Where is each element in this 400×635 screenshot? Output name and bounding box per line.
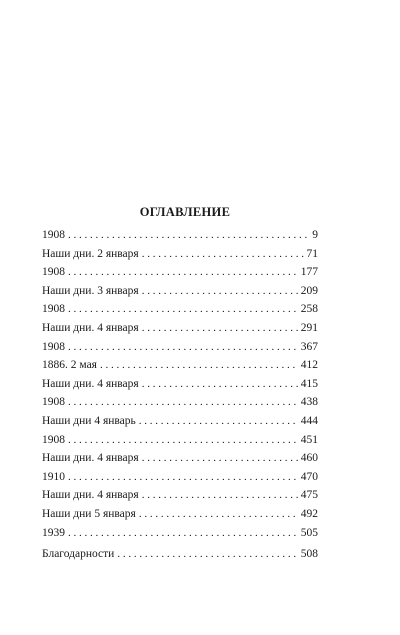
toc-entry [42,486,318,505]
toc-entry-label: 1886. 2 мая [42,359,97,372]
dot-leader [142,449,298,468]
toc-entry [42,412,318,431]
toc-entry-page: 438 [300,396,318,409]
dot-leader [68,263,298,282]
toc-entry-page: 460 [300,452,318,465]
toc-entry [42,375,318,394]
toc-entry-page: 177 [300,266,318,279]
toc-entry-label: Наши дни. 4 января [42,452,139,465]
toc-entry-page: 367 [300,340,318,353]
toc-entry-label: 1908 [42,340,65,353]
toc-entry-label: Наши дни. 2 января [42,247,139,260]
toc-entry [42,431,318,450]
toc-entry-label: Наши дни. 4 января [42,489,139,502]
toc-entry-label: 1908 [42,266,65,279]
dot-leader [68,431,298,450]
toc-entry-page: 209 [300,284,318,297]
toc-entry [42,226,318,245]
toc-entry-label: Наши дни. 4 января [42,321,139,334]
toc-entry-page: 475 [300,489,318,502]
toc-entry-label: Наши дни. 3 января [42,284,139,297]
dot-leader [142,319,298,338]
toc-entry [42,300,318,319]
toc-entry [42,263,318,282]
toc-list [42,226,318,564]
dot-leader [142,375,298,394]
toc-title: ОГЛАВЛЕНИЕ [139,205,231,219]
toc-entry-label: Благодарности [42,548,115,561]
dot-leader [68,300,298,319]
dot-leader [68,338,298,357]
dot-leader [142,245,304,264]
toc-entry-page: 505 [300,526,318,539]
toc-entry [42,449,318,468]
toc-entry-page: 71 [306,247,318,260]
toc-entry-page: 258 [300,303,318,316]
toc-entry-page: 415 [300,377,318,390]
toc-entry-label: 1939 [42,526,65,539]
dot-leader [68,468,298,487]
toc-entry-label: Наши дни 4 январь [42,414,136,427]
dot-leader [139,505,298,524]
dot-leader [139,412,298,431]
toc-entry [42,393,318,412]
dot-leader [142,282,298,301]
toc-entry [42,338,318,357]
toc-entry-page: 444 [300,414,318,427]
toc-entry [42,545,318,564]
toc-entry-label: 1908 [42,229,65,241]
toc-entry-page: 9 [312,229,318,241]
dot-leader [142,486,298,505]
dot-leader [100,356,298,375]
toc-entry-label: 1908 [42,396,65,409]
toc-entry-page: 470 [300,470,318,483]
dot-leader [117,545,297,564]
dot-leader [68,226,309,245]
toc-entry-page: 291 [300,321,318,334]
toc-entry [42,245,318,264]
toc-entry-page: 508 [300,548,318,561]
table-of-contents [42,204,318,564]
toc-entry-label: 1910 [42,470,65,483]
toc-entry [42,282,318,301]
toc-entry-page: 492 [300,507,318,520]
dot-leader [68,393,298,412]
toc-entry [42,524,318,543]
toc-entry-page: 412 [300,359,318,372]
toc-entry [42,319,318,338]
toc-entry-label: Наши дни 5 января [42,507,136,520]
toc-entry-page: 451 [300,433,318,446]
toc-entry [42,505,318,524]
toc-entry [42,356,318,375]
toc-entry [42,468,318,487]
toc-entry-label: 1908 [42,303,65,316]
toc-entry-label: 1908 [42,433,65,446]
dot-leader [68,524,298,543]
toc-entry-label: Наши дни. 4 января [42,377,139,390]
